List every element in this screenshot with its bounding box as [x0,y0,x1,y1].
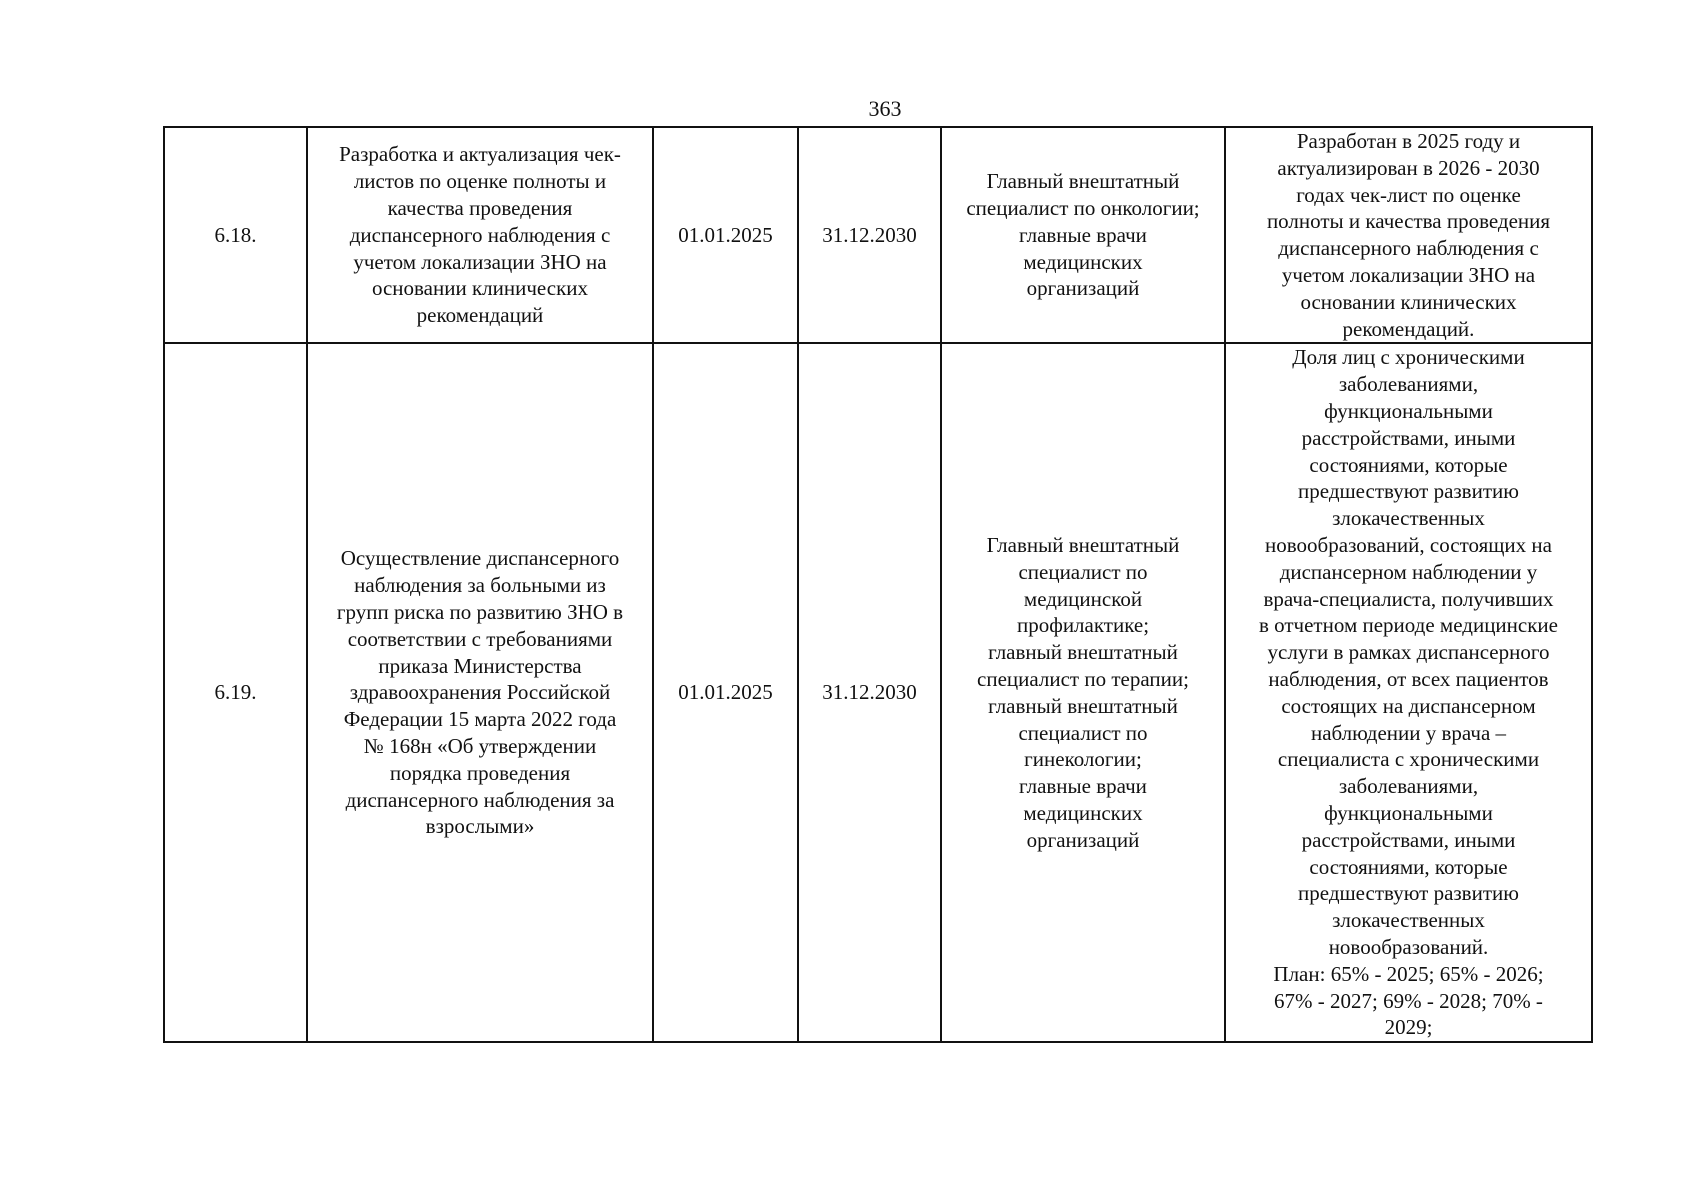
page-number: 363 [868,96,902,121]
end-date-cell: 31.12.2030 [798,343,941,1042]
action-cell: Разработка и актуализация чек- листов по оценке полноты и качества проведения диспансерного наблюдения с учетом локализации ЗНО на основании клинических рекомендаций [307,127,653,343]
table-row [164,343,1592,1042]
item-number-cell: 6.19. [164,343,307,1042]
item-number-cell: 6.18. [164,127,307,343]
start-date-cell: 01.01.2025 [653,127,798,343]
responsible-cell: Главный внештатный специалист по медицинской профилактике; главный внештатный специалист по терапии; главный внештатный специалист по гинекологии; главные врачи медицинских организаций [941,343,1225,1042]
activities-table [163,126,1593,1043]
result-cell: Доля лиц с хроническими заболеваниями, функциональными расстройствами, иными состояниями, которые предшествуют развитию злокачественных новообразований, состоящих на диспансерном наблюдении у врача-специалиста, получивших в отчетном периоде медицинские услуги в рамках диспансерного наблюдения, от всех пациентов состоящих на диспансерном наблюдении у врача – специалиста с хроническими заболеваниями, функциональными расстройствами, иными состояниями, которые предшествуют развитию злокачественных новообразований. План: 65% - 2025; 65% - 2026; 67% - 2027; 69% - 2028; 70% - 2029; [1225,343,1592,1042]
end-date-cell: 31.12.2030 [798,127,941,343]
start-date-cell: 01.01.2025 [653,343,798,1042]
table-row [164,127,1592,343]
result-cell: Разработан в 2025 году и актуализирован в 2026 - 2030 годах чек-лист по оценке полноты и качества проведения диспансерного наблюдения с учетом локализации ЗНО на основании клинических рекомендаций. [1225,127,1592,343]
action-cell: Осуществление диспансерного наблюдения за больными из групп риска по развитию ЗНО в соответствии с требованиями приказа Министерства здравоохранения Российской Федерации 15 марта 2022 года № 168н «Об утверждении порядка проведения диспансерного наблюдения за взрослыми» [307,343,653,1042]
responsible-cell: Главный внештатный специалист по онкологии; главные врачи медицинских организаций [941,127,1225,343]
